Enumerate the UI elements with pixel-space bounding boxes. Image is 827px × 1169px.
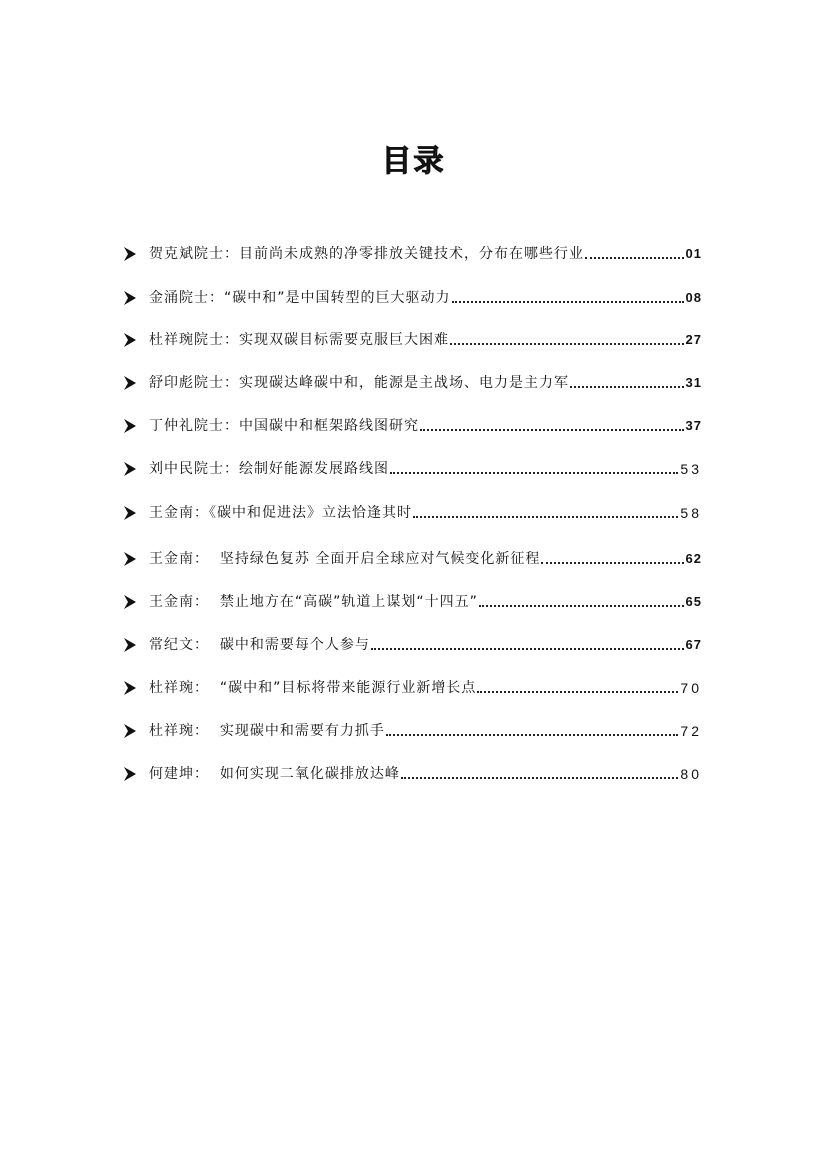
arrow-bullet-icon <box>124 419 136 433</box>
arrow-bullet-icon <box>124 333 136 347</box>
arrow-bullet-icon <box>124 724 136 738</box>
toc-entry-title: 王金南： 坚持绿色复苏 全面开启全球应对气候变化新征程 <box>149 551 541 567</box>
toc-entry[interactable] <box>124 760 702 784</box>
toc-leader <box>413 516 678 518</box>
toc-entry-title: 丁仲礼院士：中国碳中和框架路线图研究 <box>149 418 419 434</box>
arrow-bullet-icon <box>124 506 136 520</box>
toc-entry-title: 王金南：《碳中和促进法》立法恰逢其时 <box>149 505 412 521</box>
toc-page-number: 01 <box>685 246 702 261</box>
toc-page-number: 65 <box>685 594 702 609</box>
toc-entry-title: 常纪文： 碳中和需要每个人参与 <box>149 637 370 653</box>
toc-page-number: 67 <box>685 637 702 652</box>
toc-leader <box>386 734 679 736</box>
toc-entry[interactable] <box>124 326 702 350</box>
arrow-bullet-icon <box>124 767 136 781</box>
toc-page-number: 70 <box>680 680 702 696</box>
toc-entry[interactable] <box>124 631 702 655</box>
arrow-bullet-icon <box>124 552 136 566</box>
arrow-bullet-icon <box>124 462 136 476</box>
toc-entry-title: 刘中民院士：绘制好能源发展路线图 <box>149 461 389 477</box>
toc-leader <box>420 429 684 431</box>
toc-page-number: 80 <box>680 766 702 782</box>
toc-page-number: 31 <box>685 375 702 390</box>
toc-leader <box>452 301 684 303</box>
toc-entry[interactable] <box>124 412 702 436</box>
arrow-bullet-icon <box>124 638 136 652</box>
toc-entry[interactable] <box>124 284 702 308</box>
arrow-bullet-icon <box>124 681 136 695</box>
toc-leader <box>401 777 679 779</box>
toc-entry[interactable] <box>124 455 702 479</box>
toc-page-number: 37 <box>685 418 702 433</box>
toc-page-number: 53 <box>680 461 702 477</box>
arrow-bullet-icon <box>124 376 136 390</box>
page-title: 目录 <box>381 144 446 179</box>
toc-entry[interactable] <box>124 674 702 698</box>
toc-entry-title: 王金南： 禁止地方在“高碳”轨道上谋划“十四五” <box>149 594 478 610</box>
arrow-bullet-icon <box>124 247 136 261</box>
toc-entry-title: 舒印彪院士：实现碳达峰碳中和，能源是主战场、电力是主力军 <box>149 375 569 391</box>
toc-leader <box>477 691 678 693</box>
toc-entry-title: 贺克斌院士：目前尚未成熟的净零排放关键技术，分布在哪些行业 <box>149 246 584 262</box>
toc-leader <box>585 257 684 259</box>
toc-entry-title: 金涌院士：“碳中和”是中国转型的巨大驱动力 <box>149 290 451 306</box>
toc-leader <box>390 472 678 474</box>
toc-entry-title: 杜祥琬： 实现碳中和需要有力抓手 <box>149 723 385 739</box>
toc-leader <box>450 343 684 345</box>
toc-leader <box>541 562 683 564</box>
toc-entry-title: 杜祥琬： “碳中和”目标将带来能源行业新增长点 <box>149 680 477 696</box>
toc-page-number: 58 <box>680 505 702 521</box>
arrow-bullet-icon <box>124 595 136 609</box>
toc-page-number: 08 <box>685 290 702 305</box>
toc-entry[interactable] <box>124 499 702 523</box>
toc-entry-title: 何建坤： 如何实现二氧化碳排放达峰 <box>149 766 400 782</box>
toc-page-number: 27 <box>685 332 702 347</box>
toc-entry[interactable] <box>124 545 702 569</box>
arrow-bullet-icon <box>124 291 136 305</box>
toc-page-number: 72 <box>680 723 702 739</box>
toc-leader <box>371 648 684 650</box>
toc-entry[interactable] <box>124 717 702 741</box>
toc-entry-title: 杜祥琬院士：实现双碳目标需要克服巨大困难 <box>149 332 449 348</box>
toc-leader <box>479 605 684 607</box>
toc-entry[interactable] <box>124 588 702 612</box>
toc-leader <box>570 386 684 388</box>
toc-entry[interactable] <box>124 369 702 393</box>
toc-page-number: 62 <box>685 551 702 566</box>
toc-entry[interactable] <box>124 240 702 264</box>
